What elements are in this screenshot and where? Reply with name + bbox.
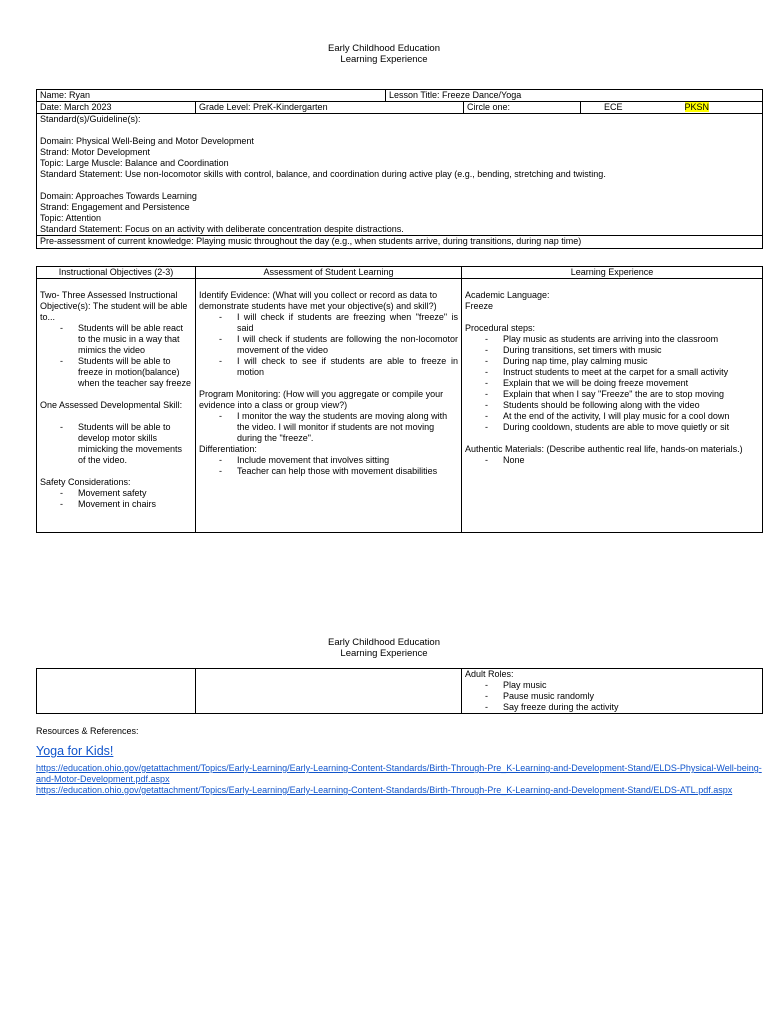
strand-2: Strand: Engagement and Persistence bbox=[40, 202, 190, 212]
monitoring-title: Program Monitoring: (How will you aggregate or compile your evidence into a class or group view?) bbox=[199, 389, 444, 410]
adult-roles-title: Adult Roles: bbox=[465, 669, 514, 679]
list-item: - During nap time, play calming music bbox=[485, 356, 759, 367]
page2-table bbox=[36, 668, 763, 714]
header-table bbox=[36, 89, 763, 249]
resource-link-2[interactable]: https://education.ohio.gov/getattachment/Topics/Early-Learning/Early-Learning-Content-Standards/Birth-Through-Pre_K-Learning-and-Development-Stand/ELDS-ATL.pdf.aspx bbox=[36, 785, 733, 795]
list-item: - During transitions, set timers with music bbox=[485, 345, 759, 356]
list-item: - At the end of the activity, I will play music for a cool down bbox=[485, 411, 759, 422]
topic-2: Topic: Attention bbox=[40, 213, 102, 223]
page2-empty-cell-1 bbox=[37, 669, 196, 714]
col-header-assessment: Assessment of Student Learning bbox=[196, 267, 462, 279]
academic-language-value: Freeze bbox=[465, 301, 494, 311]
objectives-cell bbox=[37, 279, 196, 533]
page2-heading-line2: Learning Experience bbox=[340, 648, 428, 659]
name-cell: Name: Ryan bbox=[37, 90, 386, 102]
standards-cell bbox=[37, 114, 763, 236]
evidence-title: Identify Evidence: (What will you collect or record as data to demonstrate students have met your objective(s) and skill?) bbox=[199, 290, 438, 311]
option-ece: ECE bbox=[604, 102, 623, 112]
list-item: - Students will be able to freeze in motion(balance) when the teacher say freeze bbox=[60, 356, 192, 389]
academic-language-title: Academic Language: bbox=[465, 290, 550, 300]
lesson-title-cell: Lesson Title: Freeze Dance/Yoga bbox=[386, 90, 763, 102]
page-heading-line1: Early Childhood Education bbox=[328, 43, 440, 54]
domain-2: Domain: Approaches Towards Learning bbox=[40, 191, 197, 201]
evidence-list bbox=[199, 312, 458, 378]
yoga-for-kids-link[interactable]: Yoga for Kids! bbox=[36, 744, 114, 758]
col-header-learning-experience: Learning Experience bbox=[462, 267, 763, 279]
resource-link-1[interactable]: https://education.ohio.gov/getattachment/Topics/Early-Learning/Early-Learning-Content-Standards/Birth-Through-Pre_K-Learning-and-Development-Stand/ELDS-Physical-Well-being-and-Motor-Development.pdf.aspx bbox=[36, 763, 762, 784]
monitoring-list bbox=[199, 411, 458, 444]
safety-list bbox=[40, 488, 192, 510]
topic-1: Topic: Large Muscle: Balance and Coordination bbox=[40, 158, 229, 168]
col-header-objectives: Instructional Objectives (2-3) bbox=[37, 267, 196, 279]
materials-title: Authentic Materials: (Describe authentic real life, hands-on materials.) bbox=[465, 444, 743, 454]
adult-roles-list bbox=[465, 680, 759, 713]
differentiation-title: Differentiation: bbox=[199, 444, 257, 454]
procedural-title: Procedural steps: bbox=[465, 323, 536, 333]
list-item: - Say freeze during the activity bbox=[485, 702, 759, 713]
safety-title: Safety Considerations: bbox=[40, 477, 131, 487]
list-item: - I monitor the way the students are moving along with the video. I will monitor if students are not moving during the "freeze". bbox=[219, 411, 458, 444]
option-pksn: PKSN bbox=[684, 102, 710, 112]
list-item: - Students will be able to develop motor skills mimicking the movements of the video. bbox=[60, 422, 192, 466]
standard-statement-1: Standard Statement: Use non-locomotor skills with control, balance, and coordination during active play (e.g., bending, stretching and twisting. bbox=[40, 169, 606, 179]
list-item: - Teacher can help those with movement disabilities bbox=[219, 466, 458, 477]
main-table bbox=[36, 266, 763, 533]
list-item: - Play music bbox=[485, 680, 759, 691]
list-item: - Explain that we will be doing freeze movement bbox=[485, 378, 759, 389]
list-item: - Movement safety bbox=[60, 488, 192, 499]
list-item: - Students will be able react to the music in a way that mimics the video bbox=[60, 323, 192, 356]
list-item: - None bbox=[485, 455, 759, 466]
grade-level-cell: Grade Level: PreK-Kindergarten bbox=[196, 102, 464, 114]
domain-1: Domain: Physical Well-Being and Motor Development bbox=[40, 136, 254, 146]
list-item: - I will check to see if students are able to freeze in motion bbox=[219, 356, 458, 378]
list-item: - Movement in chairs bbox=[60, 499, 192, 510]
strand-1: Strand: Motor Development bbox=[40, 147, 151, 157]
page-heading-line2: Learning Experience bbox=[340, 54, 428, 65]
list-item: - Play music as students are arriving into the classroom bbox=[485, 334, 759, 345]
page2-empty-cell-2 bbox=[196, 669, 462, 714]
list-item: - Students should be following along with the video bbox=[485, 400, 759, 411]
learning-experience-cell bbox=[462, 279, 763, 533]
list-item: - Explain that when I say "Freeze" the are to stop moving bbox=[485, 389, 759, 400]
circle-options-cell bbox=[581, 102, 763, 114]
standard-statement-2: Standard Statement: Focus on an activity with deliberate concentration despite distractions. bbox=[40, 224, 404, 234]
dev-skills-list bbox=[40, 422, 192, 466]
assessment-cell bbox=[196, 279, 462, 533]
date-cell: Date: March 2023 bbox=[37, 102, 196, 114]
materials-list bbox=[465, 455, 759, 466]
list-item: - Pause music randomly bbox=[485, 691, 759, 702]
page2-heading-line1: Early Childhood Education bbox=[328, 637, 440, 648]
dev-skill-title: One Assessed Developmental Skill: bbox=[40, 400, 183, 410]
list-item: - I will check if students are freezing when "freeze" is said bbox=[219, 312, 458, 334]
objectives-list bbox=[40, 323, 192, 389]
list-item: - Instruct students to meet at the carpet for a small activity bbox=[485, 367, 759, 378]
preassessment-cell: Pre-assessment of current knowledge: Playing music throughout the day (e.g., when students arrive, during transitions, during nap time) bbox=[37, 236, 763, 249]
procedural-list bbox=[465, 334, 759, 433]
standards-label: Standard(s)/Guideline(s): bbox=[40, 114, 141, 124]
list-item: - Include movement that involves sitting bbox=[219, 455, 458, 466]
objectives-title: Two- Three Assessed Instructional Objective(s): The student will be able to... bbox=[40, 290, 188, 322]
differentiation-list bbox=[199, 455, 458, 477]
list-item: - During cooldown, students are able to move quietly or sit bbox=[485, 422, 759, 433]
adult-roles-cell bbox=[462, 669, 763, 714]
circle-one-cell: Circle one: bbox=[464, 102, 581, 114]
list-item: - I will check if students are following the non-locomotor movement of the video bbox=[219, 334, 458, 356]
resources-label: Resources & References: bbox=[36, 726, 139, 736]
